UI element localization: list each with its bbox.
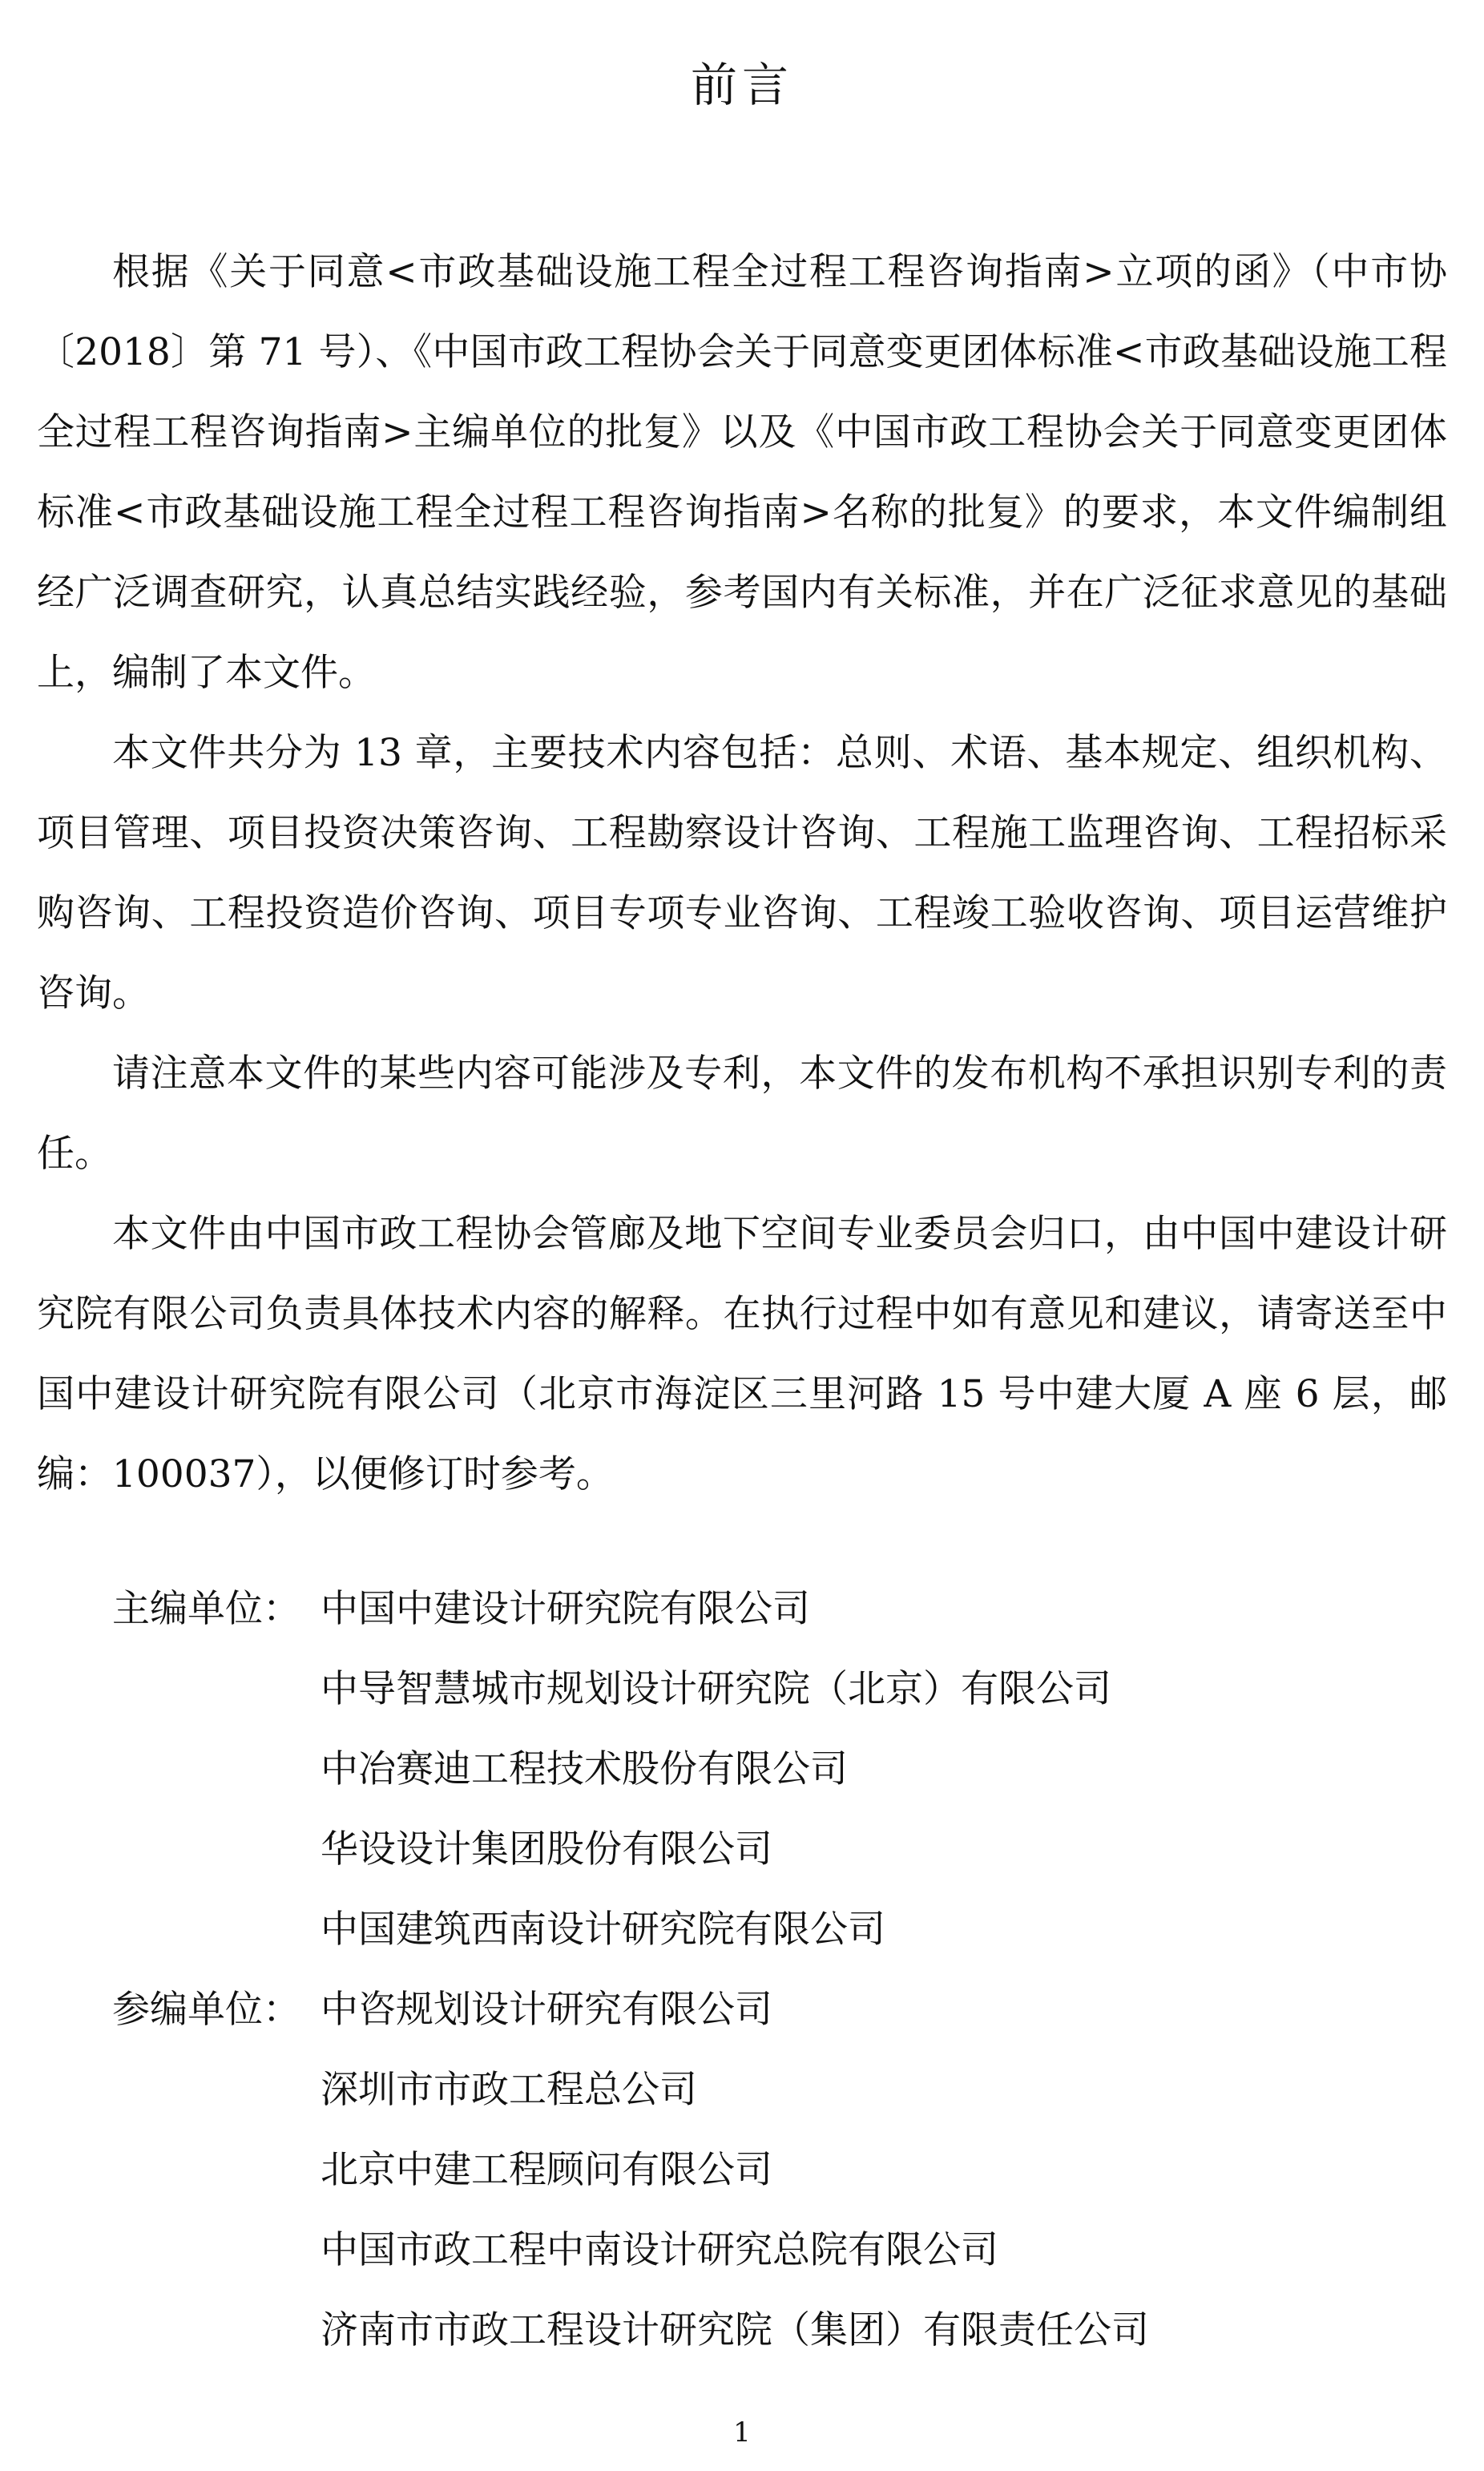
paragraph-patent-notice: 请注意本文件的某些内容可能涉及专利，本文件的发布机构不承担识别专利的责任。	[37, 1052, 1447, 1176]
participating-editor-unit: 中国市政工程中南设计研究总院有限公司	[321, 2228, 998, 2272]
chief-editor-unit: 中导智慧城市规划设计研究院（北京）有限公司	[321, 1667, 1111, 1711]
participating-editors-label: 参编单位：	[112, 1988, 300, 2032]
page-number: 1	[733, 2416, 751, 2449]
paragraph-contents: 本文件共分为 13 章，主要技术内容包括：总则、术语、基本规定、组织机构、项目管理、项目投资决策咨询、工程勘察设计咨询、工程施工监理咨询、工程招标采购咨询、工程投资造价咨询、项目专项专业咨询、工程竣工验收咨询、项目运营维护咨询。	[37, 731, 1447, 1015]
chief-editor-unit: 中国中建设计研究院有限公司	[321, 1587, 810, 1631]
chief-editor-unit: 中冶赛迪工程技术股份有限公司	[321, 1747, 848, 1791]
chief-editors-label: 主编单位：	[112, 1587, 300, 1631]
paragraph-contact: 本文件由中国市政工程协会管廊及地下空间专业委员会归口，由中国中建设计研究院有限公司负责具体技术内容的解释。在执行过程中如有意见和建议，请寄送至中国中建设计研究院有限公司（北京市海淀区三里河路 15 号中建大厦 A 座 6 层，邮编：100037），以便修订时参考。	[37, 1212, 1447, 1496]
paragraph-basis: 根据《关于同意<市政基础设施工程全过程工程咨询指南>立项的函》（中市协〔2018〕第 71 号）、《中国市政工程协会关于同意变更团体标准<市政基础设施工程全过程工程咨询指南>主编单位的批复》以及《中国市政工程协会关于同意变更团体标准<市政基础设施工程全过程工程咨询指南>名称的批复》的要求，本文件编制组经广泛调查研究，认真总结实践经验，参考国内有关标准，并在广泛征求意见的基础上，编制了本文件。	[37, 250, 1447, 695]
chief-editor-unit: 中国建筑西南设计研究院有限公司	[321, 1908, 885, 1952]
participating-editor-unit: 北京中建工程顾问有限公司	[321, 2148, 772, 2192]
page-title: 前言	[690, 58, 793, 112]
participating-editor-unit: 深圳市市政工程总公司	[321, 2068, 697, 2112]
participating-editor-unit: 中咨规划设计研究有限公司	[321, 1988, 772, 2032]
chief-editor-unit: 华设设计集团股份有限公司	[321, 1827, 772, 1871]
preface-body	[37, 232, 1447, 1515]
participating-editor-unit: 济南市市政工程设计研究院（集团）有限责任公司	[321, 2308, 1149, 2352]
